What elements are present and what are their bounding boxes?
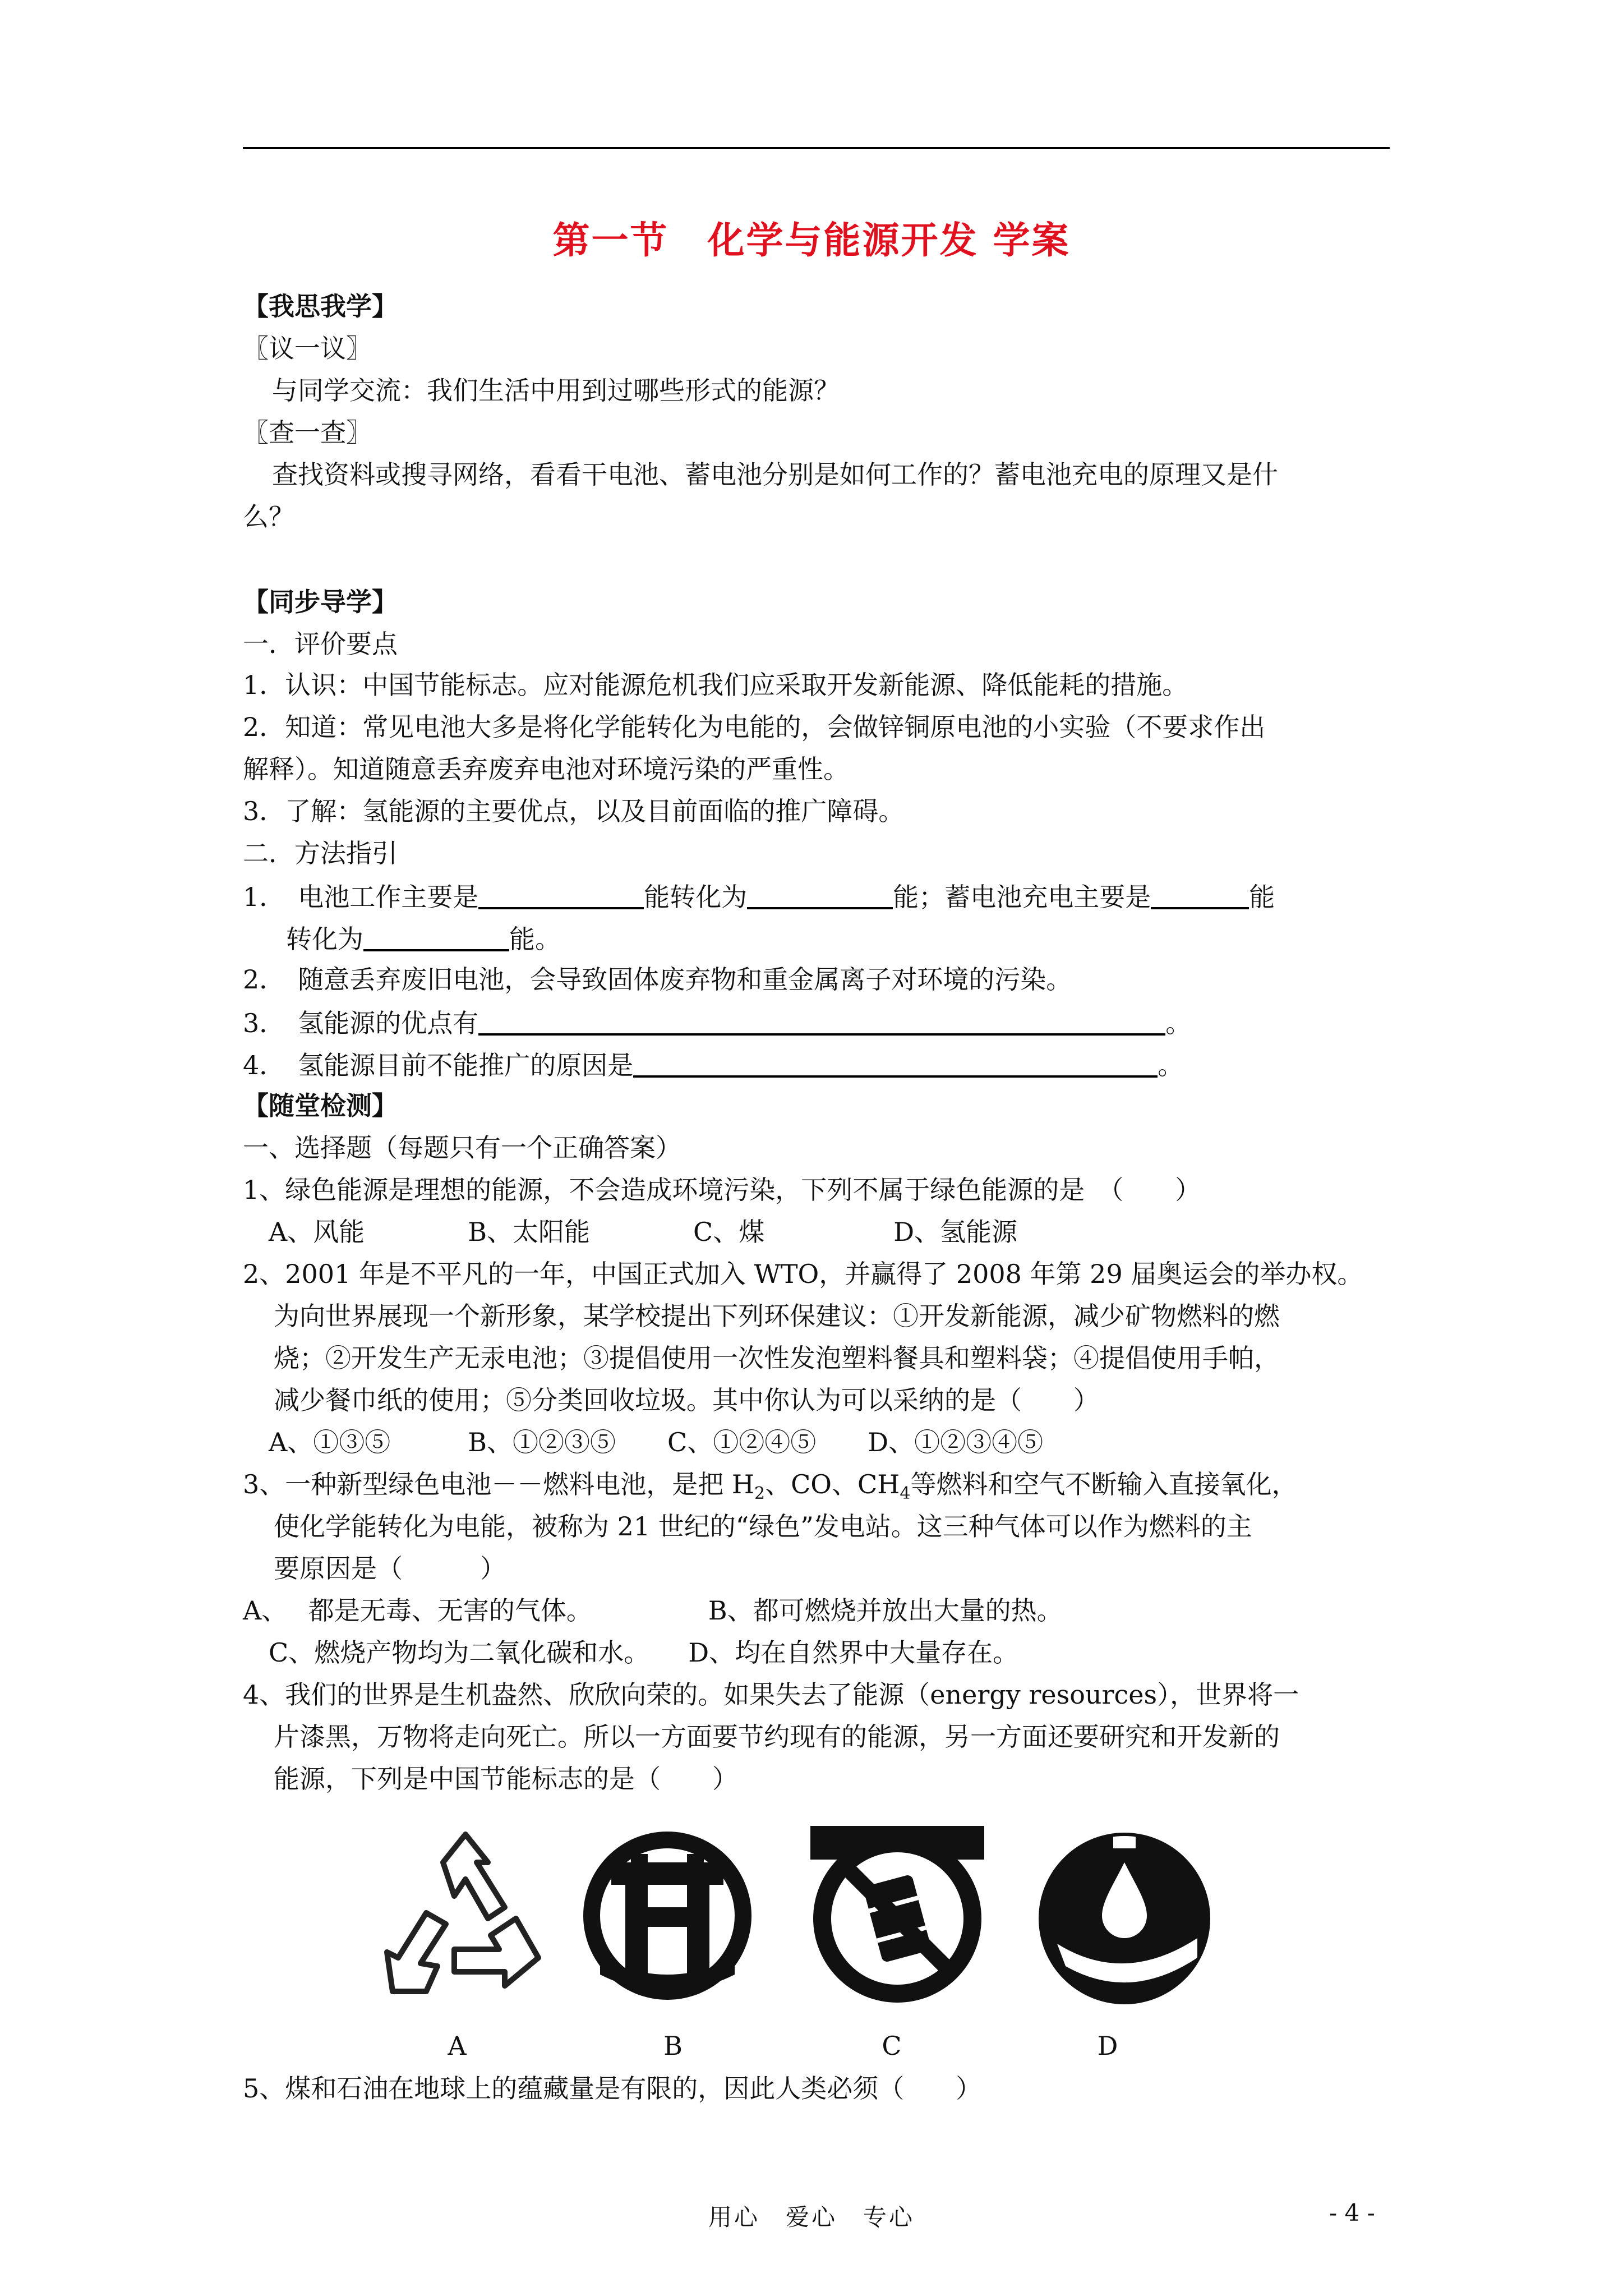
options: A、①③⑤ B、①②③⑤ C、①②④⑤ D、①②③④⑤: [243, 1427, 1044, 1457]
question-text: 3． 氢能源的优点有: [243, 1008, 479, 1038]
footer-motto: 用心 爱心 专心: [708, 2203, 915, 2231]
paragraph: 2． 随意丢弃废旧电池，会导致固体废弃物和重金属离子对环境的污染。: [243, 964, 1072, 995]
answer-blank[interactable]: [478, 1009, 1165, 1036]
answer-blank[interactable]: [1151, 882, 1249, 909]
question-text: 4． 氢能源目前不能推广的原因是: [243, 1050, 634, 1080]
options: A、 都是无毒、无害的气体。 B、都可燃烧并放出大量的热。: [243, 1595, 1063, 1626]
question-text: 转化为: [286, 924, 363, 954]
question-text: 等燃料和空气不断输入直接氧化，: [910, 1469, 1298, 1499]
fill-in-question: [243, 882, 1275, 910]
question: 4、我们的世界是生机盎然、欣欣向荣的。如果失去了能源（energy resources），世界将一: [243, 1680, 1299, 1710]
fill-in-question: [243, 1009, 1191, 1036]
question-text: 3、一种新型绿色电池－－燃料电池，是把 H: [243, 1469, 755, 1499]
subheading: 二．方法指引: [243, 838, 398, 868]
no-oil-barrel-icon[interactable]: [808, 1823, 987, 2008]
question-text: 能；蓄电池充电主要是: [893, 882, 1151, 912]
question: 1、绿色能源是理想的能源，不会造成环境污染，下列不属于绿色能源的是 （ ）: [243, 1175, 1201, 1205]
subheading: 一．评价要点: [243, 629, 398, 659]
answer-blank[interactable]: [478, 882, 644, 909]
question: 能源，下列是中国节能标志的是（ ）: [274, 1764, 738, 1794]
options: C、燃烧产物均为二氧化碳和水。 D、均在自然界中大量存在。: [243, 1637, 1019, 1668]
subscript: 2: [754, 1484, 766, 1503]
section-heading: 【同步导学】: [243, 587, 398, 617]
section-heading: 【随堂检测】: [243, 1091, 398, 1121]
question: 要原因是（ ）: [274, 1553, 506, 1584]
option-label: C: [882, 2031, 902, 2061]
question: 使化学能转化为电能，被称为 21 世纪的“绿色”发电站。这三种气体可以作为燃料的主: [274, 1511, 1252, 1542]
option-label: A: [448, 2031, 467, 2061]
subheading: 一、选择题（每题只有一个正确答案）: [243, 1133, 681, 1163]
answer-blank[interactable]: [363, 924, 509, 951]
building-circle-icon[interactable]: [578, 1823, 757, 2008]
question-text: 、CO、CH: [765, 1469, 900, 1499]
paragraph: 查找资料或搜寻网络，看看干电池、蓄电池分别是如何工作的？蓄电池充电的原理又是什: [272, 459, 1278, 490]
header-rule: [243, 147, 1390, 149]
question-text: 。: [1158, 1050, 1184, 1080]
paragraph: 解释）。知道随意丢弃废弃电池对环境污染的严重性。: [243, 754, 849, 784]
question: 2、2001 年是不平凡的一年，中国正式加入 WTO，并赢得了 2008 年第 29 届奥运会的举办权。: [243, 1259, 1363, 1289]
question-text: 。: [1165, 1008, 1192, 1038]
question: 烧；②开发生产无汞电池；③提倡使用一次性发泡塑料餐具和塑料袋；④提倡使用手帕，: [274, 1343, 1280, 1373]
question: 为向世界展现一个新形象，某学校提出下列环保建议：①开发新能源，减少矿物燃料的燃: [274, 1301, 1280, 1331]
question: 5、煤和石油在地球上的蕴藏量是有限的，因此人类必须（ ）: [243, 2073, 982, 2104]
page-number: - 4 -: [1329, 2199, 1375, 2226]
paragraph: 3．了解：氢能源的主要优点，以及目前面临的推广障碍。: [243, 796, 905, 826]
question-text: 能转化为: [644, 882, 748, 912]
question-text: 能: [1249, 882, 1275, 912]
subheading: 〖议一议〗: [243, 333, 372, 364]
option-label: B: [663, 2031, 683, 2061]
section-heading: 【我思我学】: [243, 291, 398, 321]
subscript: 4: [900, 1484, 911, 1503]
answer-blank[interactable]: [747, 882, 893, 909]
question-text: 能。: [509, 924, 561, 954]
paragraph: 1．认识：中国节能标志。应对能源危机我们应采取开发新能源、降低能耗的措施。: [243, 670, 1188, 700]
options: A、风能 B、太阳能 C、煤 D、氢能源: [243, 1217, 1018, 1247]
recycle-icon[interactable]: [376, 1823, 555, 2008]
paragraph: 么？: [243, 501, 294, 532]
question: [243, 1471, 1297, 1502]
answer-blank[interactable]: [633, 1051, 1158, 1078]
question: 片漆黑，万物将走向死亡。所以一方面要节约现有的能源，另一方面还要研究和开发新的: [274, 1722, 1280, 1752]
page-title: 第一节 化学与能源开发 学案: [552, 219, 1071, 262]
water-drop-hand-icon[interactable]: [1035, 1823, 1214, 2008]
option-label: D: [1097, 2031, 1118, 2061]
question: 减少餐巾纸的使用；⑤分类回收垃圾。其中你认为可以采纳的是（ ）: [274, 1385, 1099, 1415]
fill-in-question: [243, 1051, 1183, 1078]
paragraph: 2．知道：常见电池大多是将化学能转化为电能的，会做锌铜原电池的小实验（不要求作出: [243, 712, 1266, 742]
question-text: 1． 电池工作主要是: [243, 882, 479, 912]
paragraph: 与同学交流：我们生活中用到过哪些形式的能源？: [272, 375, 840, 406]
subheading: 〖查一查〗: [243, 417, 372, 448]
fill-in-question: [286, 924, 561, 952]
